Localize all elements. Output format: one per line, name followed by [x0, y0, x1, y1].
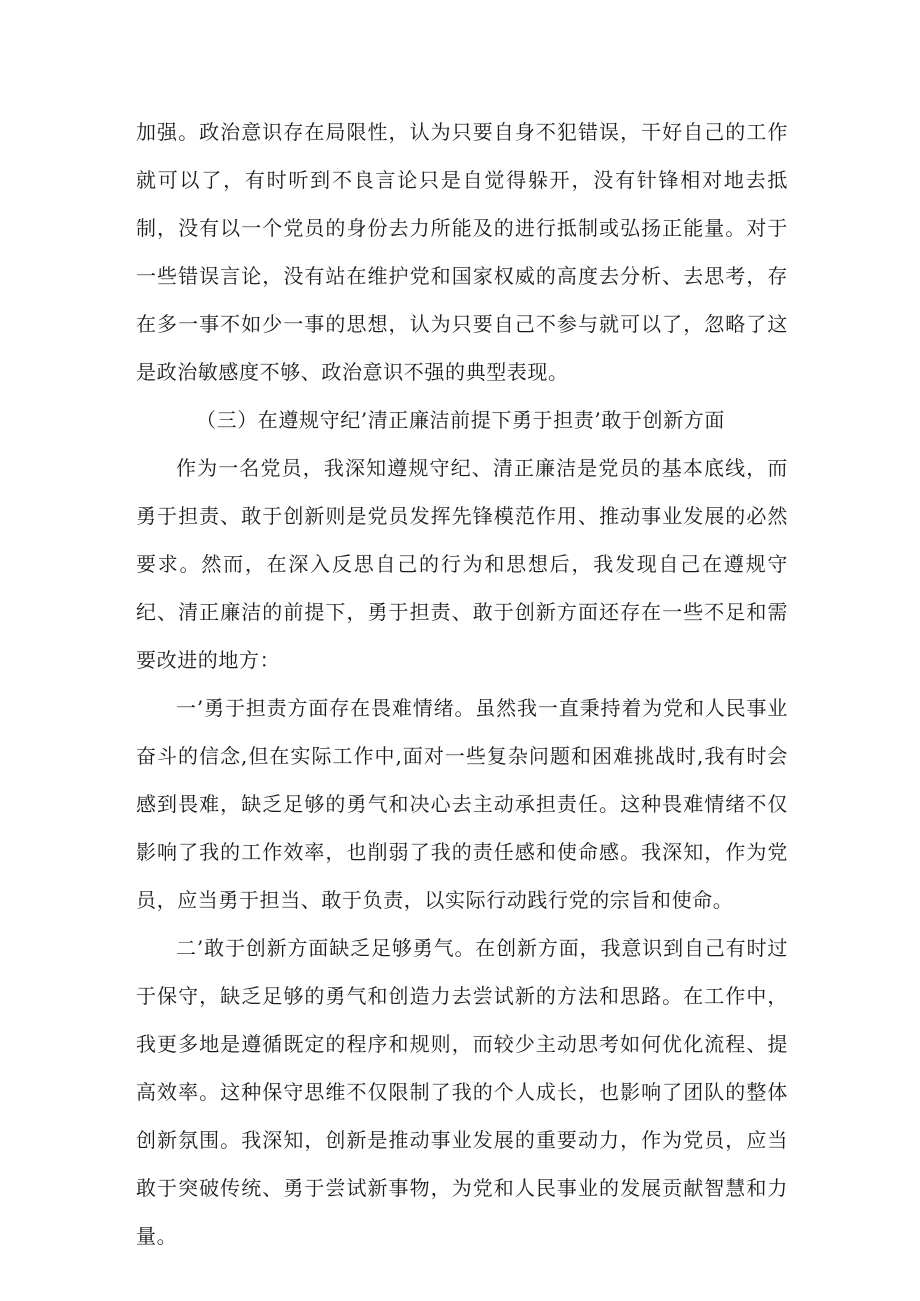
paragraph-point-two: 二’敢于创新方面缺乏足够勇气。在创新方面，我意识到自己有时过于保守，缺乏足够的勇气和创造力去尝试新的方法和思路。在工作中，我更多地是遵循既定的程序和规则，而较少主动思考如何优化流程、提高效率。这种保守思维不仅限制了我的个人成长，也影响了团队的整体创新氛围。我深知，创新是推动事业发展的重要动力，作为党员，应当敢于突破传统、勇于尝试新事物，为党和人民事业的发展贡献智慧和力量。 — [136, 936, 788, 1248]
paragraph-point-one: 一’勇于担责方面存在畏难情绪。虽然我一直秉持着为党和人民事业奋斗的信念,但在实际工作中,面对一些复杂问题和困难挑战时,我有时会感到畏难，缺乏足够的勇气和决心去主动承担责任。这种畏难情绪不仅影响了我的工作效率，也削弱了我的责任感和使命感。我深知，作为党员，应当勇于担当、敢于负责，以实际行动践行党的宗旨和使命。 — [136, 696, 788, 912]
document-body — [136, 108, 788, 1260]
paragraph-intro: 作为一名党员，我深知遵规守纪、清正廉洁是党员的基本底线，而勇于担责、敢于创新则是党员发挥先锋模范作用、推动事业发展的必然要求。然而，在深入反思自己的行为和思想后，我发现自己在遵规守纪、清正廉洁的前提下，勇于担责、敢于创新方面还存在一些不足和需要改进的地方： — [136, 456, 788, 672]
paragraph-political-awareness: 加强。政治意识存在局限性，认为只要自身不犯错误，干好自己的工作就可以了，有时听到不良言论只是自觉得躲开，没有针锋相对地去抵制，没有以一个党员的身份去力所能及的进行抵制或弘扬正能量。对于一些错误言论，没有站在维护党和国家权威的高度去分析、去思考，存在多一事不如少一事的思想，认为只要自己不参与就可以了，忽略了这是政治敏感度不够、政治意识不强的典型表现。 — [136, 120, 788, 384]
section-heading-three: （三）在遵规守纪’清正廉洁前提下勇于担责’敢于创新方面 — [196, 408, 725, 432]
